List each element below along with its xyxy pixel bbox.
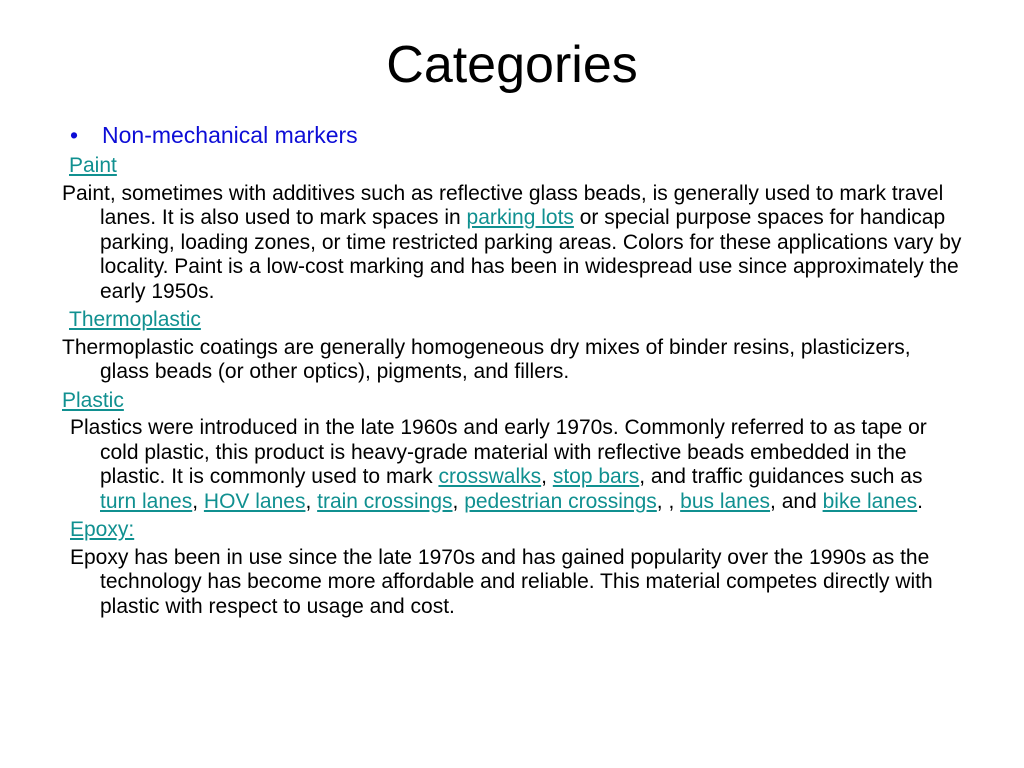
- paint-heading-row: [62, 154, 962, 179]
- paint-text-2: or special purpose spaces for handicap parking, loading zones, or time restricted parking areas. Colors for these applications vary by locality. Paint is a low-cost marking and has been in widespread use since approximately the early 1950s.: [100, 206, 962, 303]
- epoxy-text: Epoxy has been in use since the late 1970s and has gained popularity over the 1990s as the technology has become more affordable and reliable. This material competes directly with plastic with respect to usage and cost.: [70, 545, 933, 618]
- thermoplastic-paragraph: Thermoplastic coatings are generally homogeneous dry mixes of binder resins, plasticizers, glass beads (or other optics), pigments, and fillers.: [62, 335, 911, 383]
- turn-lanes-link[interactable]: turn lanes: [100, 489, 193, 513]
- bullet-icon: •: [70, 122, 79, 148]
- plastic-heading-row: [62, 389, 962, 414]
- epoxy-heading-row: [62, 518, 962, 543]
- paint-text-1: Paint, sometimes with additives such as reflective glass beads, is generally used to mark travel lanes. It is also used to mark spaces in: [62, 181, 944, 229]
- crosswalks-link[interactable]: crosswalks: [438, 465, 542, 488]
- paint-paragraph: [62, 182, 962, 305]
- thermoplastic-link[interactable]: Thermoplastic: [69, 308, 201, 331]
- epoxy-paragraph: [62, 546, 962, 620]
- plastic-sep-5: , ,: [656, 489, 681, 513]
- thermoplastic-heading-row: [62, 308, 962, 333]
- plastic-text-2: , and traffic guidances such as: [639, 465, 923, 488]
- bus-lanes-link[interactable]: bus lanes: [680, 489, 771, 513]
- parking-lots-link[interactable]: parking lots: [466, 206, 574, 229]
- plastic-sep-2: ,: [192, 489, 204, 513]
- train-crossings-link[interactable]: train crossings: [317, 489, 453, 513]
- bullet-item: [62, 119, 962, 151]
- slide-title: Categories: [386, 36, 638, 94]
- plastic-text-1: Plastics were introduced in the late 1960s and early 1970s. Commonly referred to as tape or cold plastic, this product is heavy-grade material with reflective beads embedded in the plastic. It is commonly used to mark: [70, 416, 927, 488]
- bike-lanes-link[interactable]: bike lanes: [822, 489, 918, 513]
- slide-content: [62, 119, 962, 623]
- plastic-paragraph: [62, 416, 962, 514]
- pedestrian-crossings-link[interactable]: pedestrian crossings: [464, 489, 657, 513]
- epoxy-link[interactable]: Epoxy:: [70, 518, 135, 541]
- plastic-sep-3: ,: [305, 489, 318, 513]
- plastic-link[interactable]: Plastic: [62, 388, 124, 412]
- plastic-sep-6: , and: [770, 489, 823, 513]
- bullet-text: Non-mechanical markers: [102, 122, 358, 148]
- stop-bars-link[interactable]: stop bars: [552, 465, 640, 488]
- plastic-sep-1: ,: [541, 465, 553, 488]
- hov-lanes-link[interactable]: HOV lanes: [203, 489, 306, 513]
- paint-link[interactable]: Paint: [69, 154, 117, 177]
- plastic-sep-4: ,: [452, 489, 465, 513]
- plastic-end: .: [917, 489, 923, 513]
